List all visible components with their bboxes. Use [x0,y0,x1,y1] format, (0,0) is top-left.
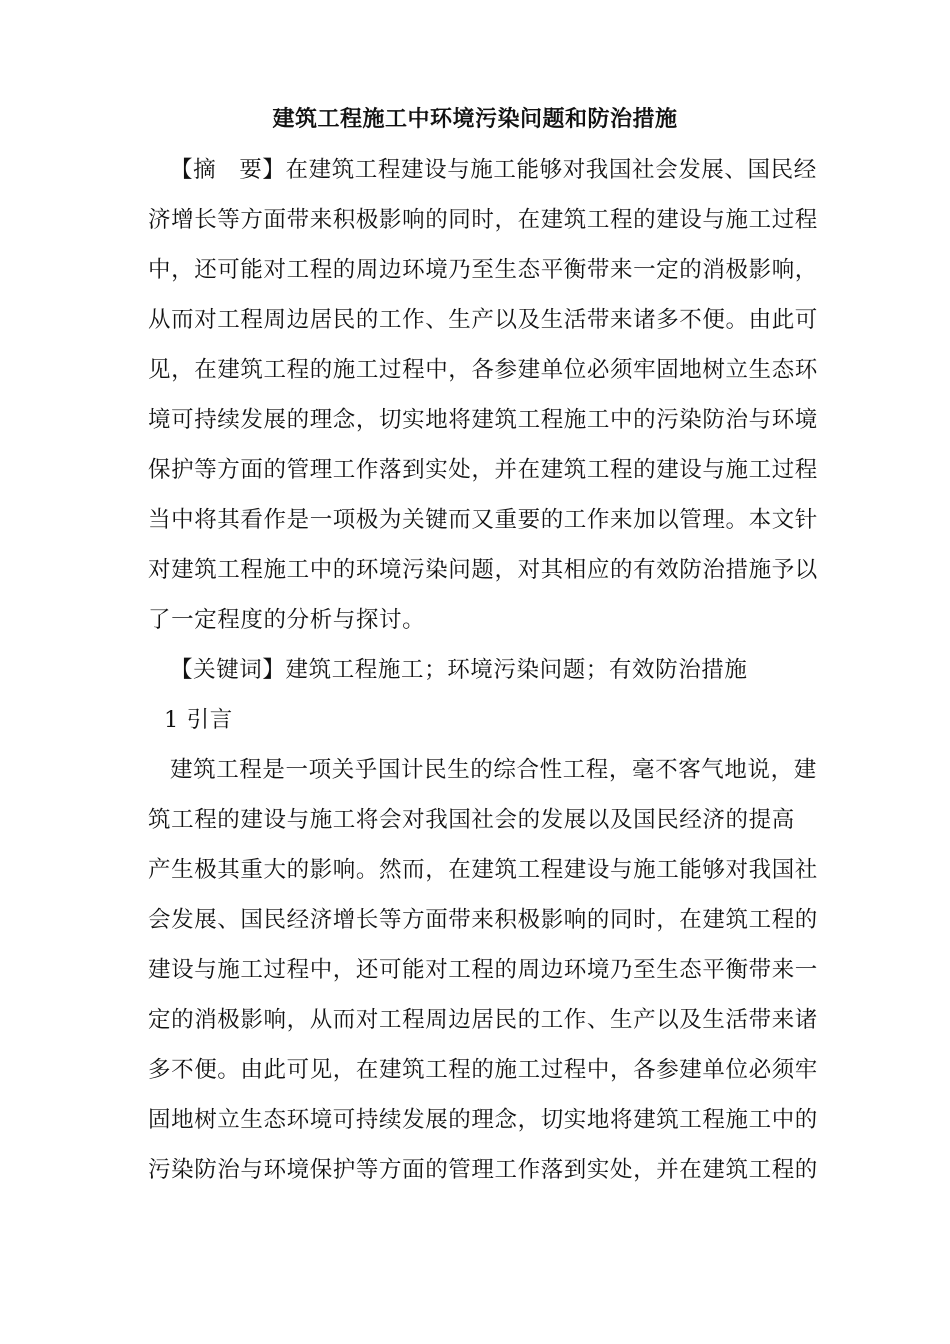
intro-line: 建筑工程是一项关乎国计民生的综合性工程，毫不客气地说，建 [170,757,817,783]
keywords-line: 【关键词】建筑工程施工；环境污染问题；有效防治措施 [170,657,748,683]
intro-line: 筑工程的建设与施工将会对我国社会的发展以及国民经济的提高 [148,807,795,833]
abstract-line: 当中将其看作是一项极为关键而又重要的工作来加以管理。本文针 [148,507,818,533]
abstract-line: 保护等方面的管理工作落到实处，并在建筑工程的建设与施工过程 [148,457,818,483]
abstract-line: 见，在建筑工程的施工过程中，各参建单位必须牢固地树立生态环 [148,357,818,383]
abstract-line: 境可持续发展的理念，切实地将建筑工程施工中的污染防治与环境 [148,407,818,433]
document-title: 建筑工程施工中环境污染问题和防治措施 [272,106,678,132]
intro-line: 固地树立生态环境可持续发展的理念，切实地将建筑工程施工中的 [148,1107,818,1133]
abstract-line: 对建筑工程施工中的环境污染问题，对其相应的有效防治措施予以 [148,557,818,583]
intro-line: 会发展、国民经济增长等方面带来积极影响的同时，在建筑工程的 [148,907,818,933]
abstract-line: 中，还可能对工程的周边环境乃至生态平衡带来一定的消极影响， [148,257,818,283]
intro-line: 多不便。由此可见，在建筑工程的施工过程中，各参建单位必须牢 [148,1057,818,1083]
intro-line: 污染防治与环境保护等方面的管理工作落到实处，并在建筑工程的 [148,1157,818,1183]
intro-line: 定的消极影响，从而对工程周边居民的工作、生产以及生活带来诸 [148,1007,818,1033]
abstract-line: 从而对工程周边居民的工作、生产以及生活带来诸多不便。由此可 [148,307,818,333]
section-heading: 1 引言 [164,707,233,733]
intro-line: 建设与施工过程中，还可能对工程的周边环境乃至生态平衡带来一 [148,957,818,983]
abstract-line: 济增长等方面带来积极影响的同时，在建筑工程的建设与施工过程 [148,207,818,233]
abstract-line: 【摘 要】在建筑工程建设与施工能够对我国社会发展、国民经 [170,157,817,183]
intro-line: 产生极其重大的影响。然而，在建筑工程建设与施工能够对我国社 [148,857,818,883]
abstract-line: 了一定程度的分析与探讨。 [148,607,426,633]
